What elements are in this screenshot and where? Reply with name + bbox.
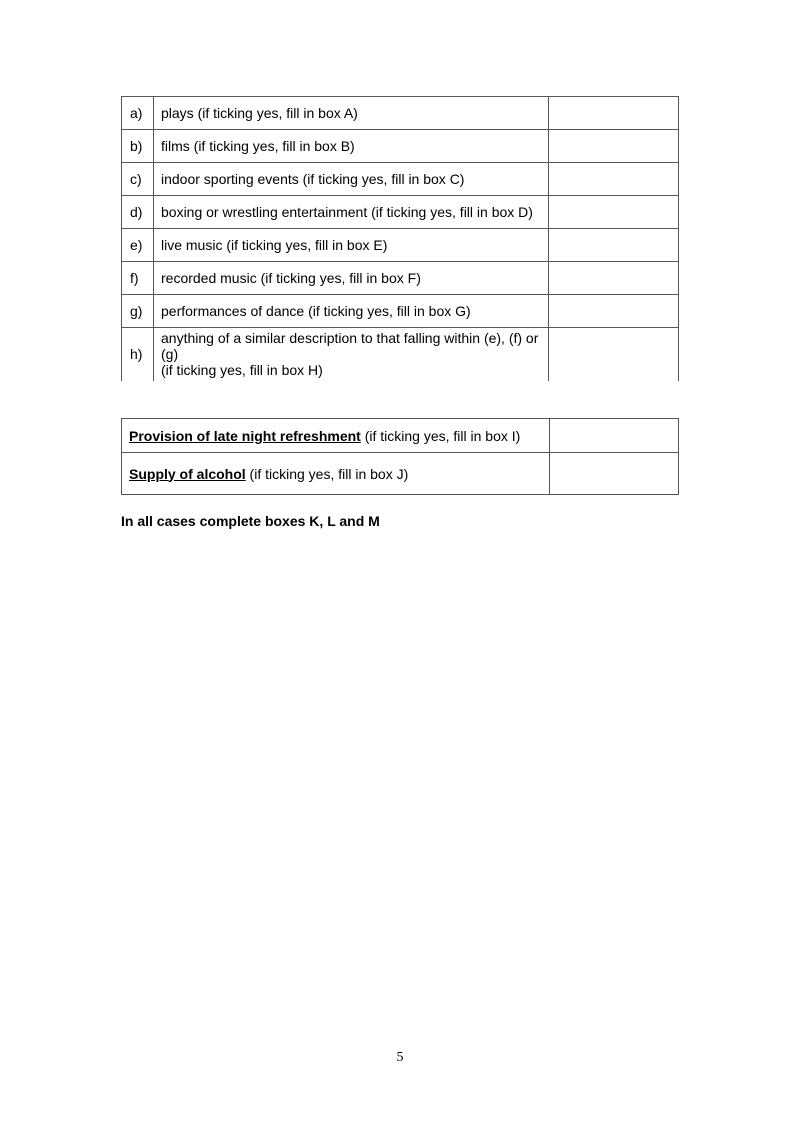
table-row xyxy=(122,196,679,229)
licensable-activities-table xyxy=(121,96,679,381)
row-description: plays (if ticking yes, fill in box A) xyxy=(154,97,549,130)
row-description: boxing or wrestling entertainment (if ticking yes, fill in box D) xyxy=(154,196,549,229)
row-suffix: (if ticking yes, fill in box J) xyxy=(245,465,409,482)
page-number: 5 xyxy=(396,1050,404,1065)
row-letter: h) xyxy=(122,328,154,381)
instruction-text: In all cases complete boxes K, L and M xyxy=(121,513,380,529)
other-activities-table xyxy=(121,418,679,495)
row-letter: d) xyxy=(122,196,154,229)
tick-box[interactable] xyxy=(550,419,679,453)
row-description-line: anything of a similar description to that falling within (e), (f) or (g) xyxy=(161,330,539,363)
table-row xyxy=(122,229,679,262)
tick-box[interactable] xyxy=(549,262,679,295)
tick-box[interactable] xyxy=(549,229,679,262)
row-description xyxy=(122,419,550,453)
row-description xyxy=(122,453,550,495)
row-letter: f) xyxy=(122,262,154,295)
row-description: recorded music (if ticking yes, fill in box F) xyxy=(154,262,549,295)
table-row xyxy=(122,163,679,196)
row-title: Supply of alcohol xyxy=(129,465,246,482)
tick-box[interactable] xyxy=(549,97,679,130)
tick-box[interactable] xyxy=(549,328,679,381)
row-title: Provision of late night refreshment xyxy=(129,427,361,444)
tick-box[interactable] xyxy=(550,453,679,495)
row-description: live music (if ticking yes, fill in box E) xyxy=(154,229,549,262)
tick-box[interactable] xyxy=(549,163,679,196)
table-row xyxy=(122,453,679,495)
table-row xyxy=(122,97,679,130)
row-letter: a) xyxy=(122,97,154,130)
row-description xyxy=(154,328,549,381)
tick-box[interactable] xyxy=(549,130,679,163)
row-letter: c) xyxy=(122,163,154,196)
tick-box[interactable] xyxy=(549,295,679,328)
table-row xyxy=(122,262,679,295)
row-description: indoor sporting events (if ticking yes, fill in box C) xyxy=(154,163,549,196)
table-row xyxy=(122,295,679,328)
row-description: films (if ticking yes, fill in box B) xyxy=(154,130,549,163)
row-description-line: (if ticking yes, fill in box H) xyxy=(161,362,323,379)
row-letter: b) xyxy=(122,130,154,163)
row-letter: e) xyxy=(122,229,154,262)
row-letter: g) xyxy=(122,295,154,328)
row-suffix: (if ticking yes, fill in box I) xyxy=(360,427,521,444)
table-row xyxy=(122,130,679,163)
table-row xyxy=(122,419,679,453)
table-row xyxy=(122,328,679,381)
tick-box[interactable] xyxy=(549,196,679,229)
row-description: performances of dance (if ticking yes, fill in box G) xyxy=(154,295,549,328)
